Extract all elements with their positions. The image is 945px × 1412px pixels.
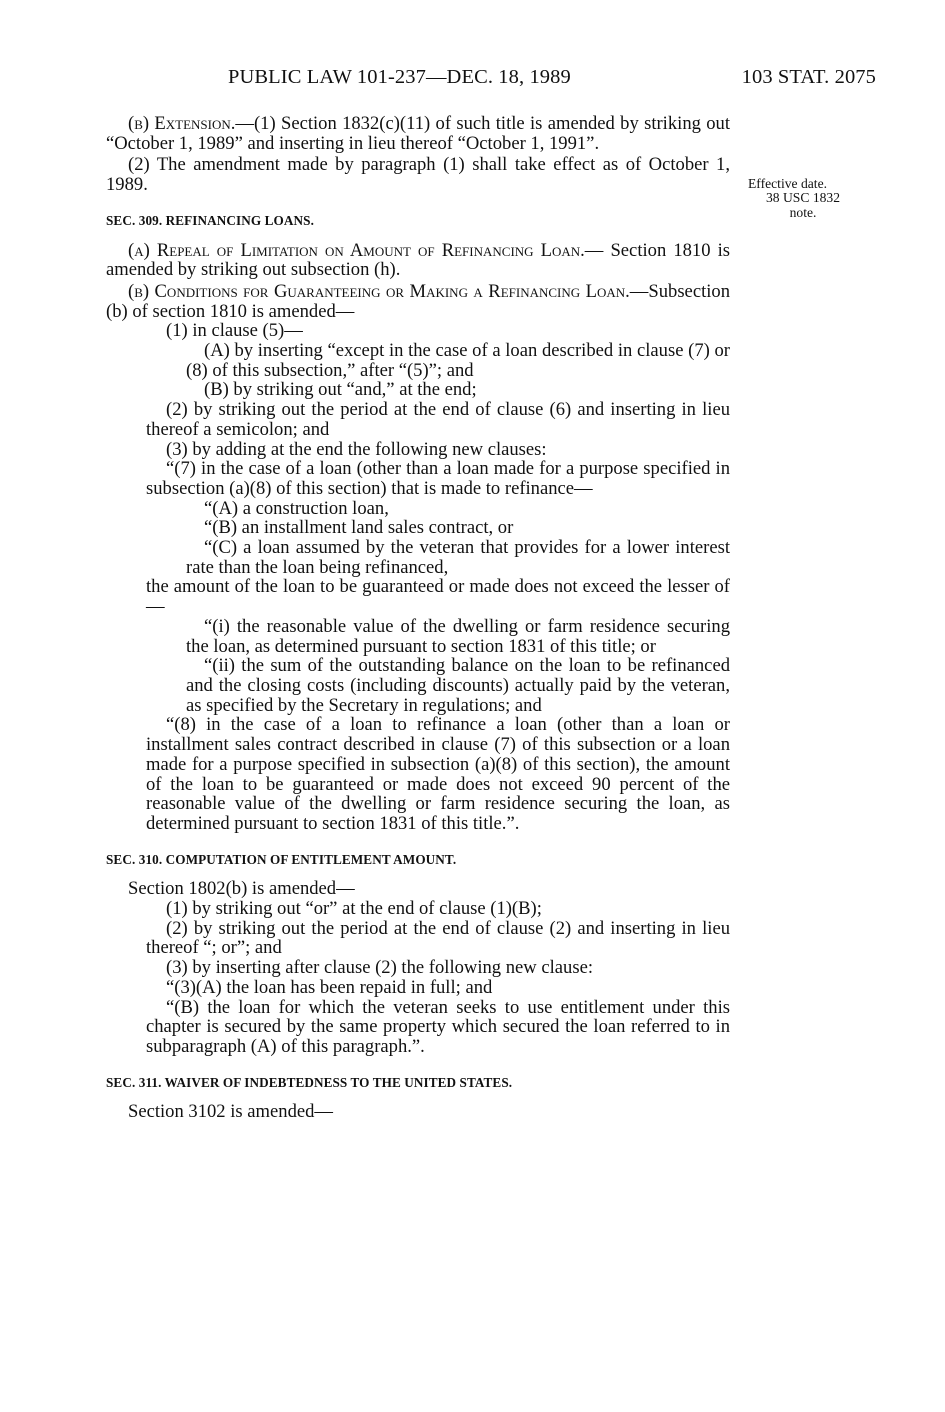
section-heading-310: SEC. 310. COMPUTATION OF ENTITLEMENT AMOUNT. bbox=[106, 851, 457, 867]
quoted-clause-7-b: “(B) an installment land sales contract, or bbox=[204, 517, 514, 539]
paragraph-b-extension bbox=[106, 114, 730, 153]
quoted-clause-7-a: “(A) a construction loan, bbox=[204, 497, 389, 519]
margin-note-line-3: note. bbox=[789, 204, 817, 220]
clause-3: (3) by adding at the end the following new clauses: bbox=[166, 438, 547, 460]
quoted-clause-7-ii: “(ii) the sum of the outstanding balance on the loan to be refinanced and the closing costs (including discounts) actually paid by the veteran, as specified by the Secretary in regulations; and bbox=[186, 655, 730, 716]
document-body bbox=[106, 114, 730, 1122]
text-conditions: —Subsection (b) of section 1810 is amended— bbox=[106, 280, 730, 322]
paragraph-effective-date: (2) The amendment made by paragraph (1) shall take effect as of October 1, 1989. bbox=[106, 154, 730, 196]
paragraph-section-3102: Section 3102 is amended— bbox=[128, 1101, 334, 1123]
quoted-clause-310-3-a: “(3)(A) the loan has been repaid in full; and bbox=[166, 976, 493, 998]
heading-extension: (b) Extension. bbox=[128, 113, 236, 134]
section-heading-311: SEC. 311. WAIVER OF INDEBTEDNESS TO THE UNITED STATES. bbox=[106, 1074, 513, 1090]
margin-note bbox=[748, 177, 858, 220]
paragraph-section-1802: Section 1802(b) is amended— bbox=[128, 878, 355, 900]
margin-note-line-2: 38 USC 1832 bbox=[765, 190, 841, 206]
statute-page-number: 103 STAT. 2075 bbox=[741, 66, 876, 88]
clause-1-a: (A) by inserting “except in the case of a loan described in clause (7) or (8) of this subsection,” after “(5)”; and bbox=[186, 340, 730, 381]
quoted-clause-7: “(7) in the case of a loan (other than a loan made for a purpose specified in subsection (a)(8) of this section) that is made to refinance— bbox=[146, 458, 730, 499]
heading-repeal: (a) Repeal of Limitation on Amount of Refinancing Loan. bbox=[128, 239, 585, 261]
heading-conditions: (b) Conditions for Guaranteeing or Making a Refinancing Loan. bbox=[128, 280, 630, 302]
margin-note-line-1: Effective date. bbox=[748, 176, 828, 191]
clause-310-1: (1) by striking out “or” at the end of clause (1)(B); bbox=[166, 898, 542, 920]
clause-310-3: (3) by inserting after clause (2) the following new clause: bbox=[166, 957, 593, 979]
clause-1-b: (B) by striking out “and,” at the end; bbox=[204, 379, 477, 401]
quoted-clause-310-3-b: “(B) the loan for which the veteran seeks to use entitlement under this chapter is secured by the same property which secured the loan referred to in subparagraph (A) of this paragraph.”. bbox=[146, 996, 730, 1057]
quoted-clause-7-c: “(C) a loan assumed by the veteran that provides for a lower interest rate than the loan being refinanced, bbox=[186, 537, 730, 578]
clause-1: (1) in clause (5)— bbox=[166, 320, 303, 342]
text-extension: —(1) Section 1832(c)(11) of such title is amended by striking out “October 1, 1989” and inserting in lieu thereof “October 1, 1991”. bbox=[106, 113, 730, 154]
quoted-clause-7-i: “(i) the reasonable value of the dwelling or farm residence securing the loan, as determined pursuant to section 1831 of this title; or bbox=[186, 615, 730, 657]
paragraph-b-conditions bbox=[106, 282, 730, 321]
clause-2: (2) by striking out the period at the end of clause (6) and inserting in lieu thereof a semicolon; and bbox=[146, 399, 730, 440]
paragraph-a-repeal bbox=[106, 241, 730, 280]
page-header bbox=[106, 66, 876, 98]
quoted-clause-7-tail: the amount of the loan to be guaranteed or made does not exceed the lesser of— bbox=[146, 576, 730, 618]
section-heading-309: SEC. 309. REFINANCING LOANS. bbox=[106, 212, 314, 228]
running-head-title: PUBLIC LAW 101-237—DEC. 18, 1989 bbox=[228, 66, 571, 88]
text-repeal: — Section 1810 is amended by striking out subsection (h). bbox=[106, 239, 730, 281]
quoted-clause-8: “(8) in the case of a loan to refinance a loan (other than a loan or installment sales contract described in clause (7) of this subsection or a loan made for a purpose specified in subsection (a)(8) of this section), the amount of the loan to be guaranteed or made does not exceed 90 percent of the reasonable value of the dwelling or farm residence securing the loan, as determined pursuant to section 1831 of this title.”. bbox=[146, 714, 730, 834]
clause-310-2: (2) by striking out the period at the end of clause (2) and inserting in lieu thereof “; or”; and bbox=[146, 917, 730, 959]
